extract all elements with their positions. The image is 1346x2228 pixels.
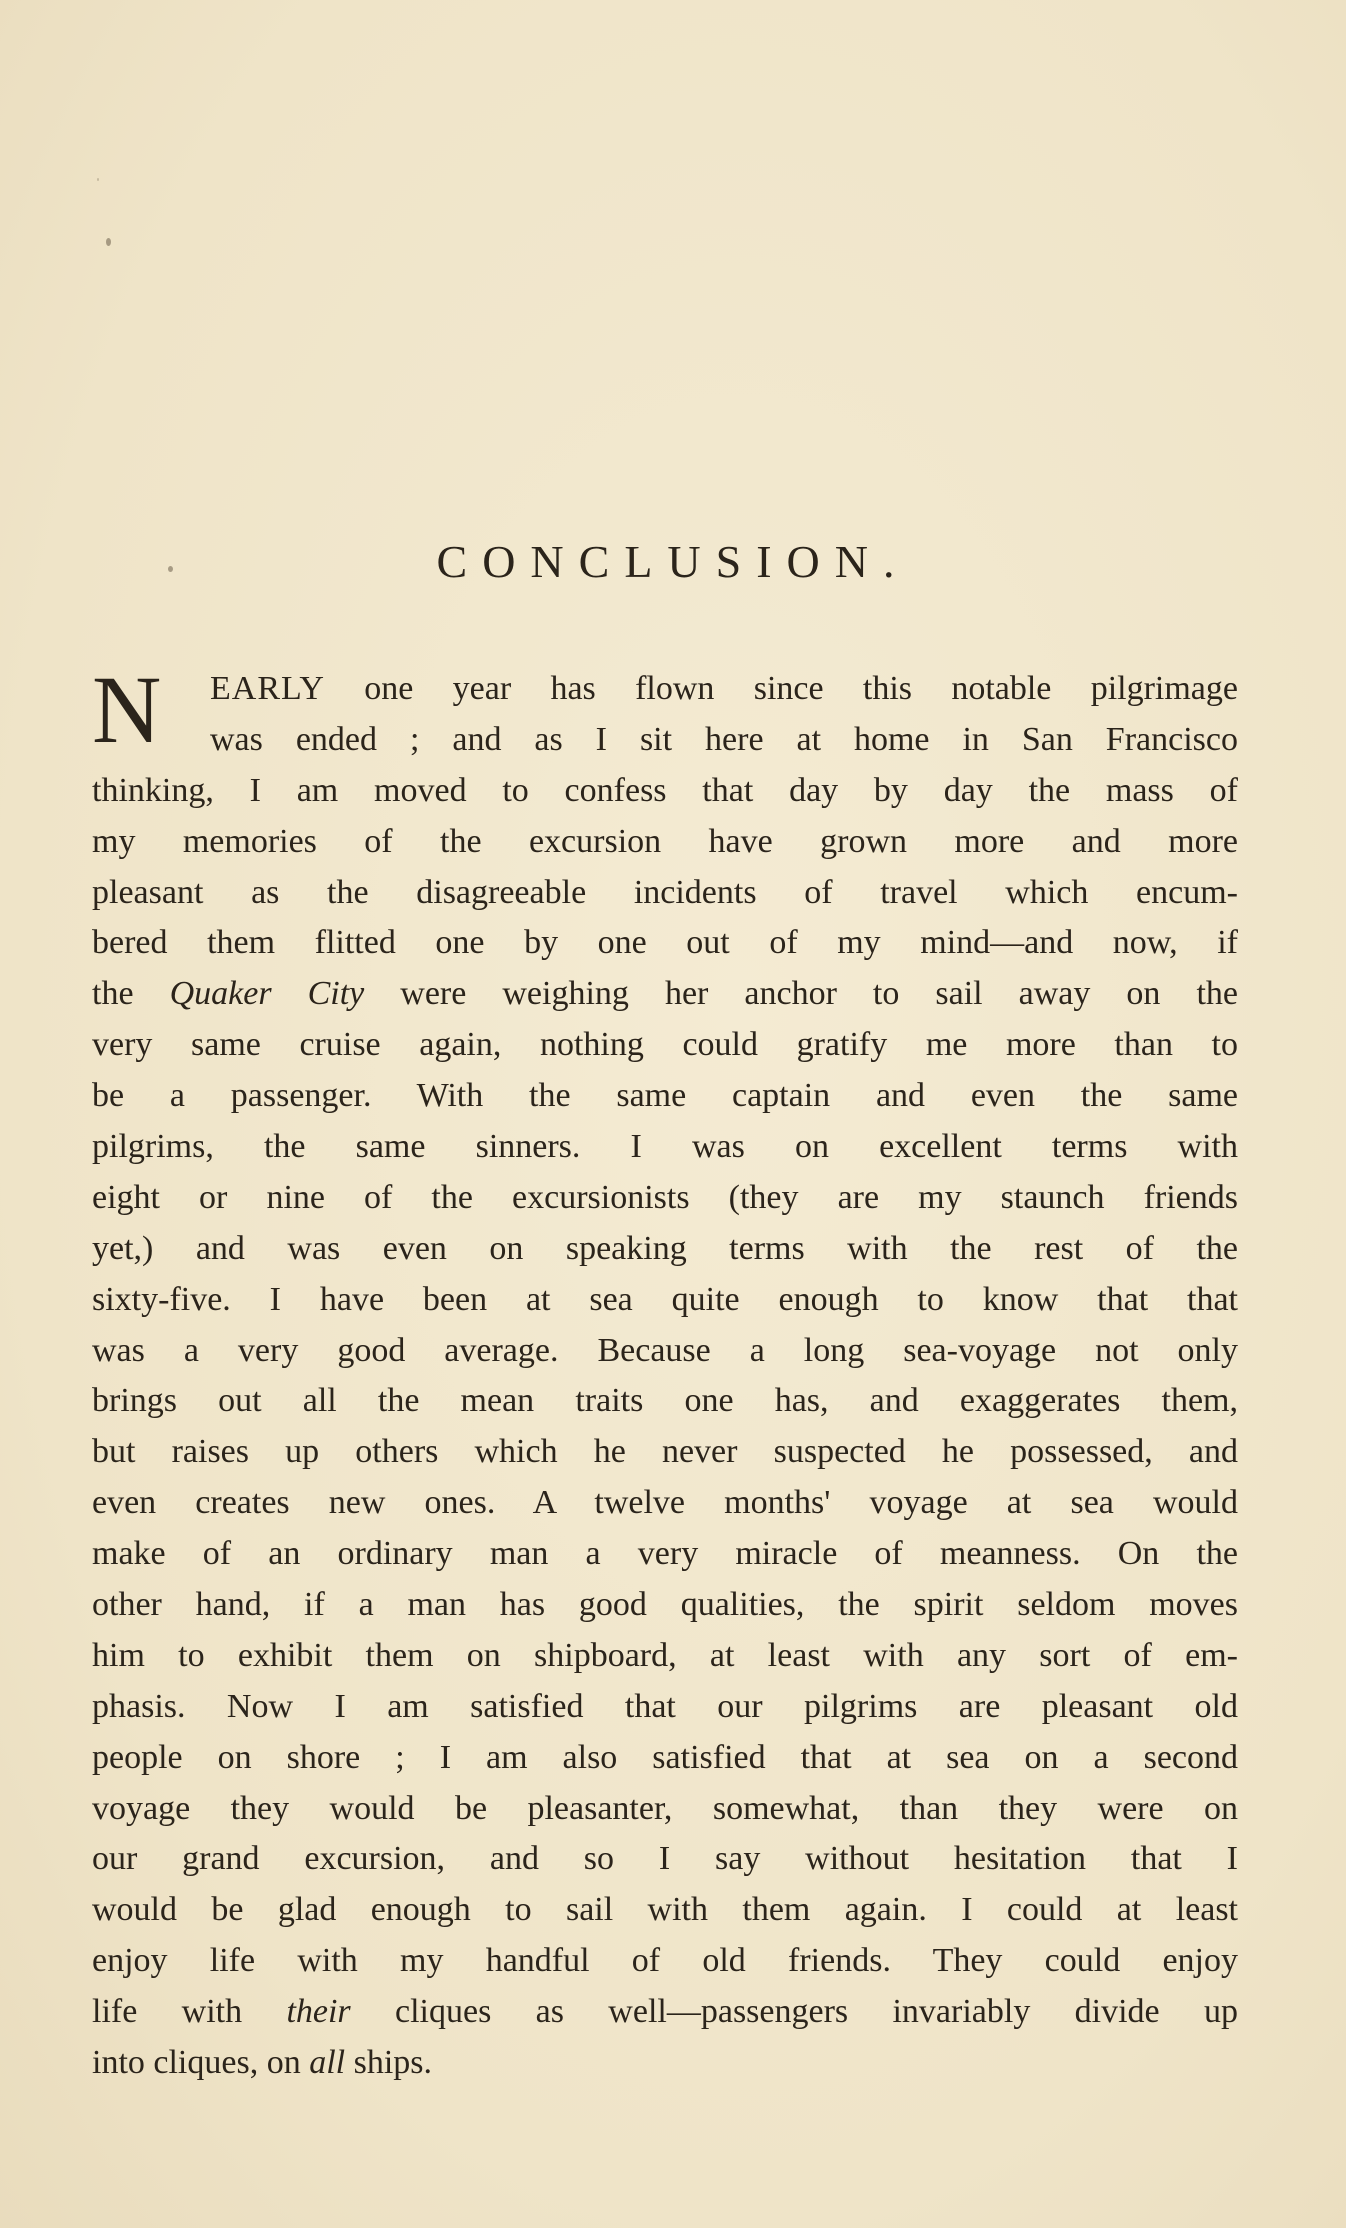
text-line: [92, 1427, 1238, 1478]
line-text: thinking, I am moved to confess that day by day the mass of: [92, 771, 1238, 809]
ink-speck: [97, 178, 99, 181]
text-line: [92, 1529, 1238, 1580]
line-text: bered them flitted one by one out of my mind—and now, if: [92, 924, 1238, 962]
text-line: [92, 1682, 1238, 1733]
text-line: [92, 1275, 1238, 1326]
text-line: [92, 1478, 1238, 1529]
line-text: into cliques, on: [92, 2044, 310, 2082]
text-line: [92, 1376, 1238, 1427]
line-text: voyage they would be pleasanter, somewhat, than they were on: [92, 1789, 1238, 1827]
line-text: ships.: [345, 2044, 433, 2082]
text-line: [92, 1631, 1238, 1682]
text-line: [92, 715, 1238, 766]
line-text: was a very good average. Because a long sea-voyage not only: [92, 1331, 1238, 1369]
line-text: be a passenger. With the same captain and even the same: [92, 1077, 1238, 1115]
line-text: brings out all the mean traits one has, and exaggerates them,: [92, 1382, 1238, 1420]
text-line: [92, 1173, 1238, 1224]
text-line: [92, 1326, 1238, 1377]
line-text: even creates new ones. A twelve months' voyage at sea would: [92, 1484, 1238, 1522]
text-line: [92, 1071, 1238, 1122]
line-text: pilgrims, the same sinners. I was on excellent terms with: [92, 1128, 1238, 1166]
line-text: would be glad enough to sail with them again. I could at least: [92, 1891, 1238, 1929]
ink-speck: [106, 238, 111, 246]
text-line: [92, 817, 1238, 868]
line-text: people on shore ; I am also satisfied that at sea on a second: [92, 1738, 1238, 1776]
text-line: [92, 969, 1238, 1020]
line-text: sixty-five. I have been at sea quite enough to know that that: [92, 1280, 1238, 1318]
italic-text: Quaker City: [169, 975, 365, 1013]
line-text: but raises up others which he never suspected he possessed, and: [92, 1433, 1238, 1471]
line-text: eight or nine of the excursionists (they are my staunch friends: [92, 1178, 1238, 1216]
italic-text: their: [286, 1993, 351, 2031]
line-text: life with: [92, 1993, 287, 2031]
text-line: [92, 1987, 1238, 2038]
text-line: [92, 1733, 1238, 1784]
line-text: were weighing her anchor to sail away on the: [364, 975, 1238, 1013]
text-line: [92, 1122, 1238, 1173]
text-line: [92, 868, 1238, 919]
text-line: [92, 2038, 1238, 2089]
text-line: [92, 918, 1238, 969]
italic-text: all: [309, 2044, 346, 2082]
first-word-smallcaps: EARLY: [210, 670, 325, 707]
text-line: [92, 664, 1238, 715]
line-text: yet,) and was even on speaking terms with the rest of the: [92, 1229, 1238, 1267]
text-line: [92, 1580, 1238, 1631]
text-line: [92, 1885, 1238, 1936]
text-line: [92, 1936, 1238, 1987]
text-line: [92, 766, 1238, 817]
text-line: [92, 1784, 1238, 1835]
line-text: make of an ordinary man a very miracle of meanness. On the: [92, 1535, 1238, 1573]
line-text: enjoy life with my handful of old friends. They could enjoy: [92, 1942, 1238, 1980]
line-text: the: [92, 975, 170, 1013]
chapter-title: CONCLUSION.: [436, 536, 910, 587]
drop-cap: N: [92, 656, 162, 763]
line-text: phasis. Now I am satisfied that our pilgrims are pleasant old: [92, 1687, 1238, 1725]
line-text: my memories of the excursion have grown more and more: [92, 822, 1238, 860]
line-text: other hand, if a man has good qualities, the spirit seldom moves: [92, 1586, 1238, 1624]
chapter-body: [92, 656, 1238, 2089]
line-text: our grand excursion, and so I say without hesitation that I: [92, 1840, 1238, 1878]
text-line: [92, 1834, 1238, 1885]
line-text: one year has flown since this notable pilgrimage: [324, 670, 1238, 707]
line-text: him to exhibit them on shipboard, at least with any sort of em-: [92, 1636, 1238, 1674]
line-text: cliques as well—passengers invariably divide up: [350, 1993, 1238, 2031]
text-line: [92, 1020, 1238, 1071]
line-text: pleasant as the disagreeable incidents of travel which encum-: [92, 873, 1238, 911]
line-text: very same cruise again, nothing could gratify me more than to: [92, 1026, 1238, 1064]
text-line: [92, 1224, 1238, 1275]
line-text: was ended ; and as I sit here at home in San Francisco: [210, 720, 1238, 758]
